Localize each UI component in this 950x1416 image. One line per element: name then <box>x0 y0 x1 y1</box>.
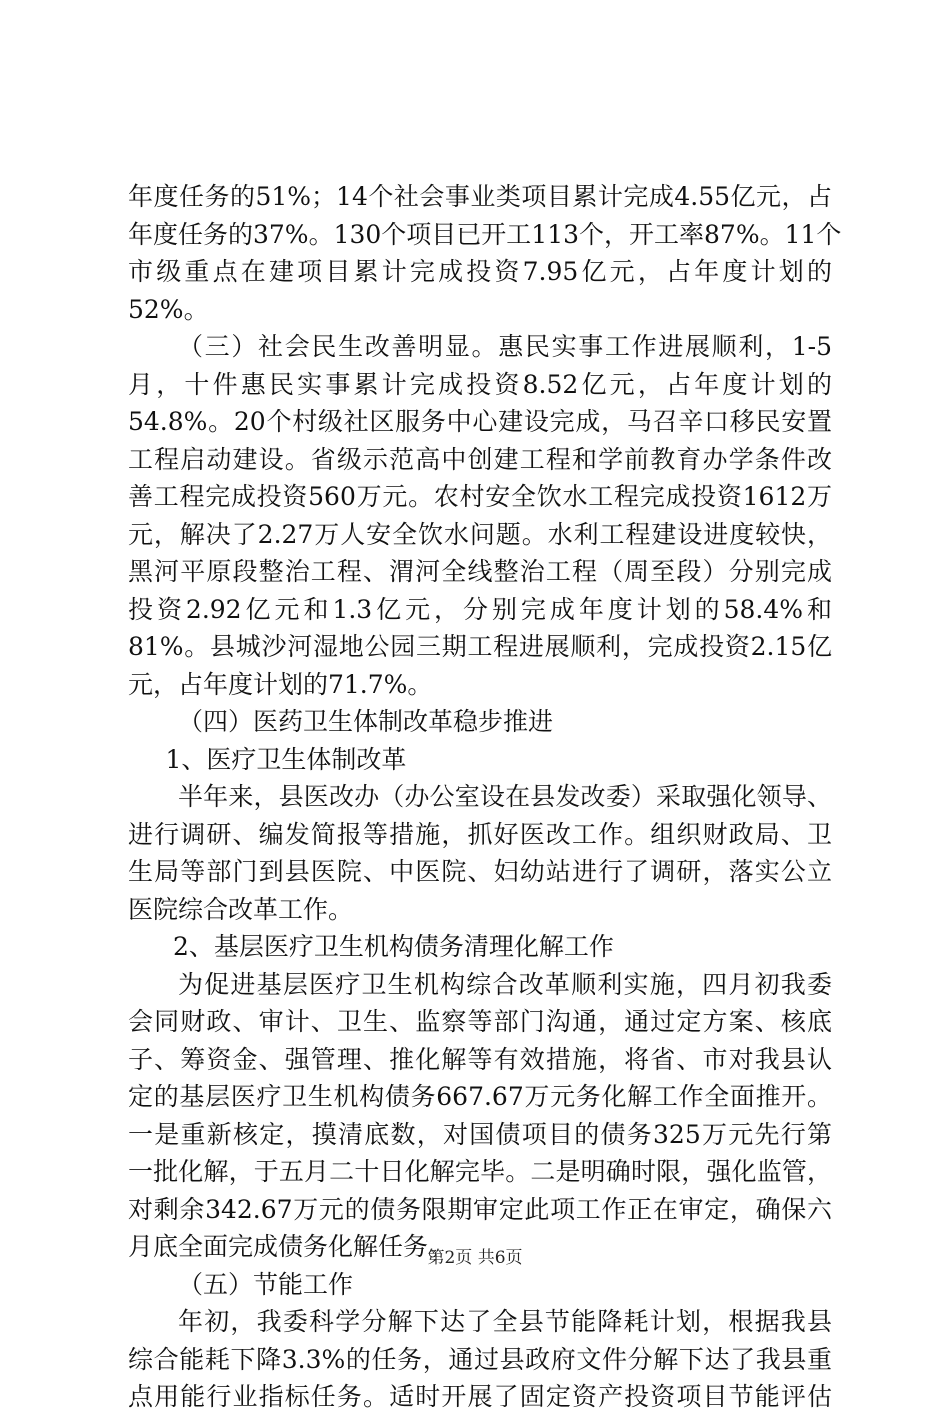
text-line: 元，解决了2.27万人安全饮水问题。水利工程建设进度较快， <box>128 519 832 549</box>
text-line: 会同财政、审计、卫生、监察等部门沟通，通过定方案、核底 <box>128 1007 832 1036</box>
text-line: 年度任务的37%。130个项目已开工113个，开工率87%。11个 <box>128 219 842 249</box>
text-line: 善工程完成投资560万元。农村安全饮水工程完成投资1612万 <box>128 482 832 511</box>
text-line: 2、基层医疗卫生机构债务清理化解工作 <box>173 932 614 961</box>
text-line: 一是重新核定，摸清底数，对国债项目的债务325万元先行第 <box>128 1119 832 1149</box>
text-line: 综合能耗下降3.3%的任务，通过县政府文件分解下达了我县重 <box>128 1344 832 1374</box>
text-line: （三）社会民生改善明显。惠民实事工作进展顺利，1-5 <box>178 332 832 361</box>
page-footer: 第2页 共6页 <box>427 1248 523 1268</box>
text-line: （五）节能工作 <box>178 1269 354 1299</box>
text-line: 年初，我委科学分解下达了全县节能降耗计划，根据我县 <box>178 1307 832 1336</box>
text-line: 元，占年度计划的71.7%。 <box>128 669 433 699</box>
text-line: 市级重点在建项目累计完成投资7.95亿元，占年度计划的 <box>128 257 832 286</box>
text-line: 54.8%。20个村级社区服务中心建设完成，马召辛口移民安置 <box>128 407 832 436</box>
text-line: 黑河平原段整治工程、渭河全线整治工程（周至段）分别完成 <box>128 557 832 586</box>
text-line: （四）医药卫生体制改革稳步推进 <box>178 707 554 736</box>
text-line: 年度任务的51%；14个社会事业类项目累计完成4.55亿元，占 <box>128 182 832 211</box>
text-line: 52%。 <box>128 294 209 324</box>
text-line: 对剩余342.67万元的债务限期审定此项工作正在审定，确保六 <box>128 1194 832 1224</box>
text-line: 为促进基层医疗卫生机构综合改革顺利实施，四月初我委 <box>178 969 832 999</box>
text-line: 81%。县城沙河湿地公园三期工程进展顺利，完成投资2.15亿 <box>128 632 832 661</box>
text-line: 1、医疗卫生体制改革 <box>165 744 407 774</box>
text-line: 子、筹资金、强管理、推化解等有效措施，将省、市对我县认 <box>128 1044 832 1074</box>
text-line: 工程启动建设。省级示范高中创建工程和学前教育办学条件改 <box>128 444 832 474</box>
text-line: 点用能行业指标任务。适时开展了固定资产投资项目节能评估 <box>128 1382 832 1411</box>
text-line: 月，十件惠民实事累计完成投资8.52亿元，占年度计划的 <box>128 369 832 399</box>
text-line: 投资2.92亿元和1.3亿元，分别完成年度计划的58.4%和 <box>128 594 832 624</box>
text-line: 定的基层医疗卫生机构债务667.67万元务化解工作全面推开。 <box>128 1082 832 1111</box>
text-line: 半年来，县医改办（办公室设在县发改委）采取强化领导、 <box>178 782 832 811</box>
text-line: 一批化解，于五月二十日化解完毕。二是明确时限，强化监管， <box>128 1157 832 1186</box>
document-body <box>128 178 842 1416</box>
text-line: 医院综合改革工作。 <box>128 894 354 924</box>
text-line: 进行调研、编发简报等措施，抓好医改工作。组织财政局、卫 <box>128 819 832 849</box>
text-line: 生局等部门到县医院、中医院、妇幼站进行了调研，落实公立 <box>128 857 832 886</box>
text-line: 月底全面完成债务化解任务。 <box>128 1232 454 1261</box>
